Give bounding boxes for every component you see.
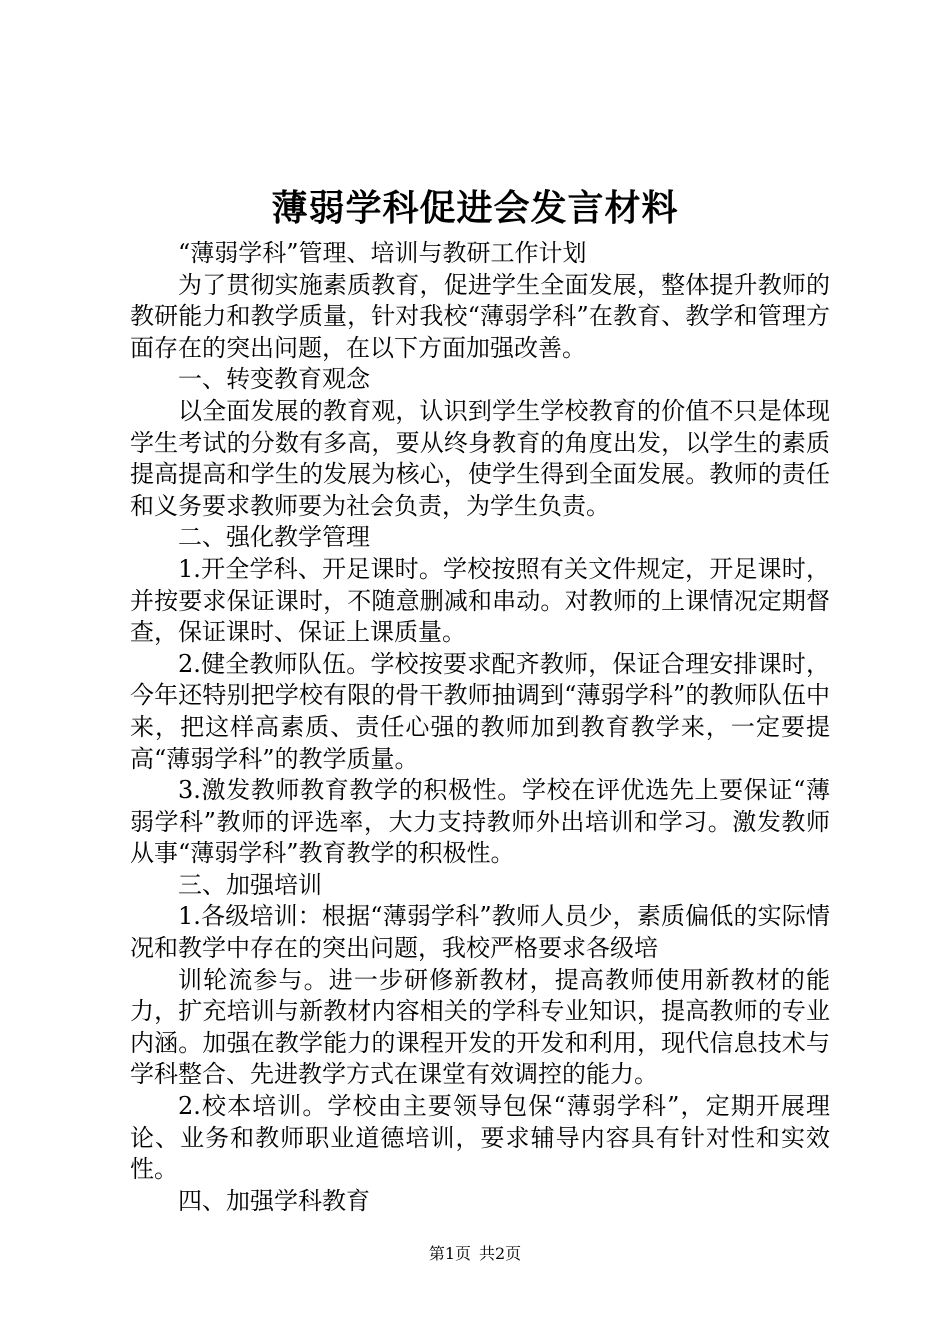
paragraph-plan-heading: “薄弱学科”管理、培训与教研工作计划 bbox=[178, 239, 587, 267]
document-title: 薄弱学科促进会发言材料 bbox=[271, 187, 679, 229]
paragraph-3-1: 1.各级培训：根据“薄弱学科”教师人员少，素质偏低的实际情况和教学中存在的突出问题，我校严格要求各级培 bbox=[130, 902, 830, 963]
paragraph-2-3: 3.激发教师教育教学的积极性。学校在评优选先上要保证“薄弱学科”教师的评选率，大力支持教师外出培训和学习。激发教师从事“薄弱学科”教育教学的积极性。 bbox=[130, 776, 830, 868]
paragraph-intro: 为了贯彻实施素质教育，促进学生全面发展，整体提升教师的教研能力和教学质量，针对我校“薄弱学科”在教育、教学和管理方面存在的突出问题，在以下方面加强改善。 bbox=[130, 270, 830, 362]
section-heading-3: 三、加强培训 bbox=[178, 870, 322, 899]
paragraph-section-1: 以全面发展的教育观，认识到学生学校教育的价值不只是体现学生考试的分数有多高，要从终身教育的角度出发，以学生的素质提高提高和学生的发展为核心，使学生得到全面发展。教师的责任和义务要求教师要为社会负责，为学生负责。 bbox=[130, 396, 830, 520]
page-number: 第1页 bbox=[428, 1244, 471, 1263]
document-body bbox=[130, 238, 830, 1217]
section-heading-1: 一、转变教育观念 bbox=[178, 365, 370, 394]
paragraph-2-2: 2.健全教师队伍。学校按要求配齐教师，保证合理安排课时，今年还特别把学校有限的骨干教师抽调到“薄弱学科”的教师队伍中来，把这样高素质、责任心强的教师加到教育教学来，一定要提高“薄弱学科”的教学质量。 bbox=[130, 649, 830, 773]
section-heading-4: 四、加强学科教育 bbox=[178, 1186, 370, 1215]
paragraph-3-1-continued: 训轮流参与。进一步研修新教材，提高教师使用新教材的能力，扩充培训与新教材内容相关的学科专业知识，提高教师的专业内涵。加强在教学能力的课程开发的开发和利用，现代信息技术与学科整合、先进教学方式在课堂有效调控的能力。 bbox=[130, 965, 830, 1089]
page-footer bbox=[0, 1243, 950, 1265]
page-total: 共2页 bbox=[479, 1244, 522, 1263]
section-heading-2: 二、强化教学管理 bbox=[178, 523, 370, 552]
paragraph-3-2: 2.校本培训。学校由主要领导包保“薄弱学科”，定期开展理论、业务和教师职业道德培训，要求辅导内容具有针对性和实效性。 bbox=[130, 1092, 830, 1184]
paragraph-2-1: 1.开全学科、开足课时。学校按照有关文件规定，开足课时，并按要求保证课时，不随意删减和串动。对教师的上课情况定期督查，保证课时、保证上课质量。 bbox=[130, 554, 830, 647]
